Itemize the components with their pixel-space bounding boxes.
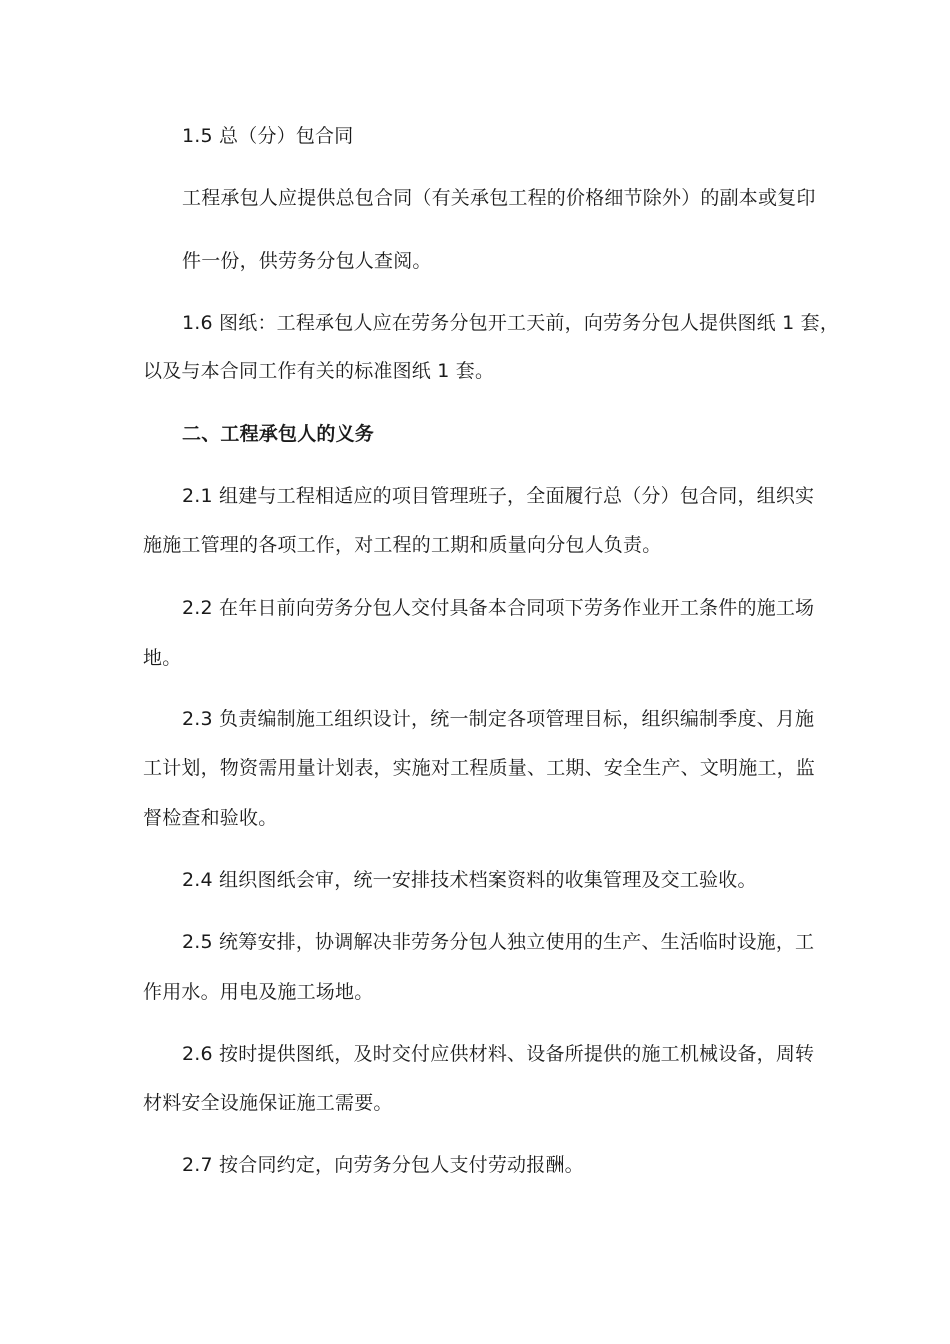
paragraph-line: 施施工管理的各项工作，对工程的工期和质量向分包人负责。 (143, 534, 662, 556)
paragraph-line: 1.6 图纸：工程承包人应在劳务分包开工天前，向劳务分包人提供图纸 1 套， (182, 312, 840, 334)
paragraph-line: 作用水。用电及施工场地。 (143, 981, 374, 1003)
paragraph-line: 2.1 组建与工程相适应的项目管理班子，全面履行总（分）包合同，组织实 (182, 485, 815, 507)
paragraph-line: 工程承包人应提供总包合同（有关承包工程的价格细节除外）的副本或复印 (182, 187, 816, 209)
paragraph-line: 2.6 按时提供图纸，及时交付应供材料、设备所提供的施工机械设备，周转 (182, 1043, 815, 1065)
paragraph-line: 督检查和验收。 (143, 807, 278, 829)
paragraph-line: 2.3 负责编制施工组织设计，统一制定各项管理目标，组织编制季度、月施 (182, 708, 815, 730)
paragraph-line: 材料安全设施保证施工需要。 (143, 1092, 393, 1114)
section-heading-2: 二、工程承包人的义务 (182, 423, 375, 445)
paragraph-line: 工计划，物资需用量计划表，实施对工程质量、工期、安全生产、文明施工，监 (143, 757, 816, 779)
paragraph-line: 2.2 在年日前向劳务分包人交付具备本合同项下劳务作业开工条件的施工场 (182, 597, 815, 619)
paragraph-line: 2.4 组织图纸会审，统一安排技术档案资料的收集管理及交工验收。 (182, 869, 757, 891)
paragraph-line: 2.5 统筹安排，协调解决非劳务分包人独立使用的生产、生活临时设施，工 (182, 931, 815, 953)
paragraph-line: 2.7 按合同约定，向劳务分包人支付劳动报酬。 (182, 1154, 584, 1176)
paragraph-line: 件一份，供劳务分包人查阅。 (182, 250, 432, 272)
paragraph-line: 以及与本合同工作有关的标准图纸 1 套。 (143, 360, 495, 382)
section-heading-1-5: 1.5 总（分）包合同 (182, 125, 354, 147)
paragraph-line: 地。 (143, 647, 182, 669)
